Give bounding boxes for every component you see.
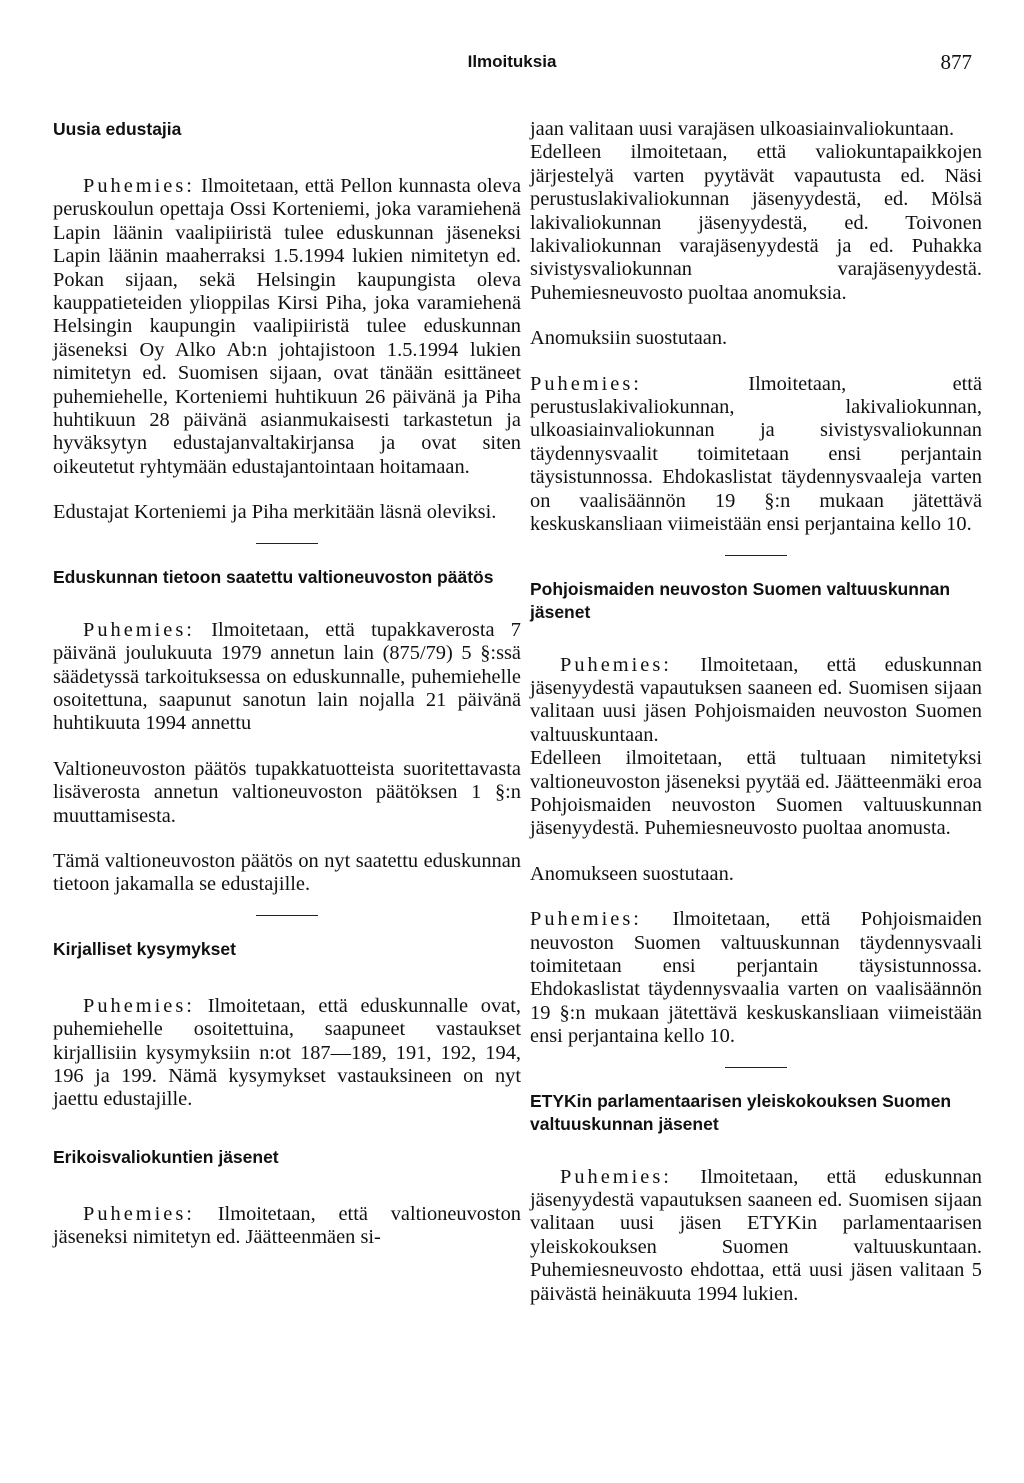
paragraph: Edelleen ilmoitetaan, että tultuaan nimitetyksi valtioneuvoston jäseneksi pyytää ed. Jäätteenmäki eroa Pohjoismaiden neuvoston Suomen valtuuskunnan jäsenyydestä. Puhemiesneuvosto puoltaa anomusta. (530, 747, 982, 840)
paragraph-text: Ilmoitetaan, että perustuslakivaliokunnan, lakivaliokunnan, ulkoasiainvaliokunnan ja sivistysvaliokunnan täydennysvaalit toimitetaan ensi perjantain täysistunnossa. Ehdokaslistat täydennysvaaleja varten on vaalisäännön 19 §:n mukaan jätettävä keskuskansliaan viimeistään ensi perjantaina kello 10. (530, 372, 982, 536)
paragraph: Edustajat Korteniemi ja Piha merkitään läsnä oleviksi. (53, 501, 497, 524)
speaker-label: Puhemies: (83, 1202, 195, 1225)
section-heading-government-decision: Eduskunnan tietoon saatettu valtioneuvoston päätös (53, 566, 494, 587)
section-heading-written-questions: Kirjalliset kysymykset (53, 938, 236, 959)
section-divider (725, 1067, 787, 1068)
speaker-label: Puhemies: (530, 908, 642, 931)
paragraph (530, 1166, 982, 1306)
paragraph (530, 908, 982, 1048)
paragraph: Anomuksiin suostutaan. (530, 327, 728, 350)
speaker-label: Puhemies: (560, 653, 672, 676)
paragraph: Tämä valtioneuvoston päätös on nyt saatettu eduskunnan tietoon jakamalla se edustajille. (53, 849, 521, 896)
section-heading-nordic-council: Pohjoismaiden neuvoston Suomen valtuuskunnan jäsenet (530, 578, 951, 622)
paragraph (530, 373, 982, 537)
paragraph (53, 175, 521, 479)
paragraph-text: Ilmoitetaan, että eduskunnalle ovat, puhemiehelle osoitettuina, saapuneet vastaukset kirjallisiin kysymyksiin n:ot 187—189, 191, 192, 194, 196 ja 199. Nämä kysymykset vastauksineen on nyt jaettu edustajille. (53, 994, 521, 1111)
paragraph-text: Ilmoitetaan, että valtioneuvoston jäseneksi nimitetyn ed. Jäätteenmäen si- (53, 1202, 521, 1249)
paragraph: jaan valitaan uusi varajäsen ulkoasiainvaliokuntaan. (530, 118, 955, 140)
running-header (0, 52, 1024, 82)
paragraph: Edelleen ilmoitetaan, että valiokuntapaikkojen järjestelyä varten pyytävät vapautusta ed. Näsi perustuslakivaliokunnan jäsenyydestä, ed. Mölsä lakivaliokunnan jäsenyydestä, ed. Toivonen lakivaliokunnan varajäsenyydestä ja ed. Puhakka sivistysvaliokunnan varajäsenyydestä. Puhemiesneuvosto puoltaa anomuksia. (530, 141, 982, 304)
speaker-label: Puhemies: (83, 618, 195, 641)
page-number: 877 (940, 50, 972, 74)
paragraph-text: Ilmoitetaan, että eduskunnan jäsenyydestä vapautuksen saaneen ed. Suomisen sijaan valitaan uusi jäsen Pohjoismaiden neuvoston Suomen valtuuskuntaan. (530, 653, 982, 746)
paragraph-text: Ilmoitetaan, että Pohjoismaiden neuvoston Suomen valtuuskunnan täydennysvaali toimitetaan ensi perjantain täysistunnossa. Ehdokaslistat täydennysvaalia varten on vaalisäännön 19 §:n mukaan jätettävä keskuskansliaan viimeistään ensi perjantaina kello 10. (530, 908, 982, 1048)
section-heading-osce-assembly: ETYKin parlamentaarisen yleiskokouksen Suomen valtuuskunnan jäsenet (530, 1090, 952, 1134)
paragraph-text: Ilmoitetaan, että tupakkaverosta 7 päivänä joulukuuta 1979 annetun lain (875/79) 5 §:ssä säädetyssä tarkoituksessa on eduskunnalle, puhemiehelle osoitettuna, saapunut sanotun lain nojalla 21 päivänä huhtikuuta 1994 annettu (53, 618, 521, 735)
right-column (530, 118, 982, 1306)
running-title: Ilmoituksia (467, 52, 557, 71)
left-column (53, 118, 521, 1250)
section-heading-new-members: Uusia edustajia (53, 119, 182, 139)
section-divider (256, 543, 318, 544)
paragraph-text: Ilmoitetaan, että Pellon kunnasta oleva peruskoulun opettaja Ossi Korteniemi, joka varamiehenä Lapin läänin vaalipiiristä tulee eduskunnan jäseneksi Lapin läänin maaherraksi 1.5.1994 lukien nimitetyn ed. Pokan sijaan, sekä Helsingin kaupungista oleva kauppatieteiden ylioppilas Kirsi Piha, joka varamiehenä Helsingin kaupungin vaalipiiristä tulee eduskunnan jäseneksi Oy Alko Ab:n johtajistoon 1.5.1994 lukien nimitetyn ed. Suomisen sijaan, ovat tänään esittäneet puhemiehelle, Korteniemi huhtikuun 26 päivänä ja Piha huhtikuun 28 päivänä asianmukaisesti tarkastetun ja hyväksytyn edustajanvaltakirjansa ja ovat siten oikeutetut ryhtymään edustajantointaan hoitamaan. (53, 175, 521, 478)
paragraph (53, 1203, 521, 1250)
section-divider (256, 915, 318, 916)
paragraph (53, 995, 521, 1112)
section-divider (725, 555, 787, 556)
section-heading-committee-members: Erikoisvaliokuntien jäsenet (53, 1146, 279, 1167)
speaker-label: Puhemies: (83, 994, 195, 1017)
paragraph: Anomukseen suostutaan. (530, 862, 734, 885)
paragraph: Valtioneuvoston päätös tupakkatuotteista suoritettavasta lisäverosta annetun valtioneuvoston päätöksen 1 §:n muuttamisesta. (53, 757, 521, 827)
speaker-label: Puhemies: (530, 372, 642, 395)
paragraph (53, 619, 521, 736)
paragraph (530, 654, 982, 748)
paragraph-text: Ilmoitetaan, että eduskunnan jäsenyydestä vapautuksen saaneen ed. Suomisen sijaan valitaan uusi jäsen ETYKin parlamentaarisen yleiskokouksen Suomen valtuuskuntaan. Puhemiesneuvosto ehdottaa, että uusi jäsen valitaan 5 päivästä heinäkuuta 1994 lukien. (530, 1165, 982, 1305)
speaker-label: Puhemies: (560, 1165, 672, 1188)
speaker-label: Puhemies: (83, 175, 195, 197)
